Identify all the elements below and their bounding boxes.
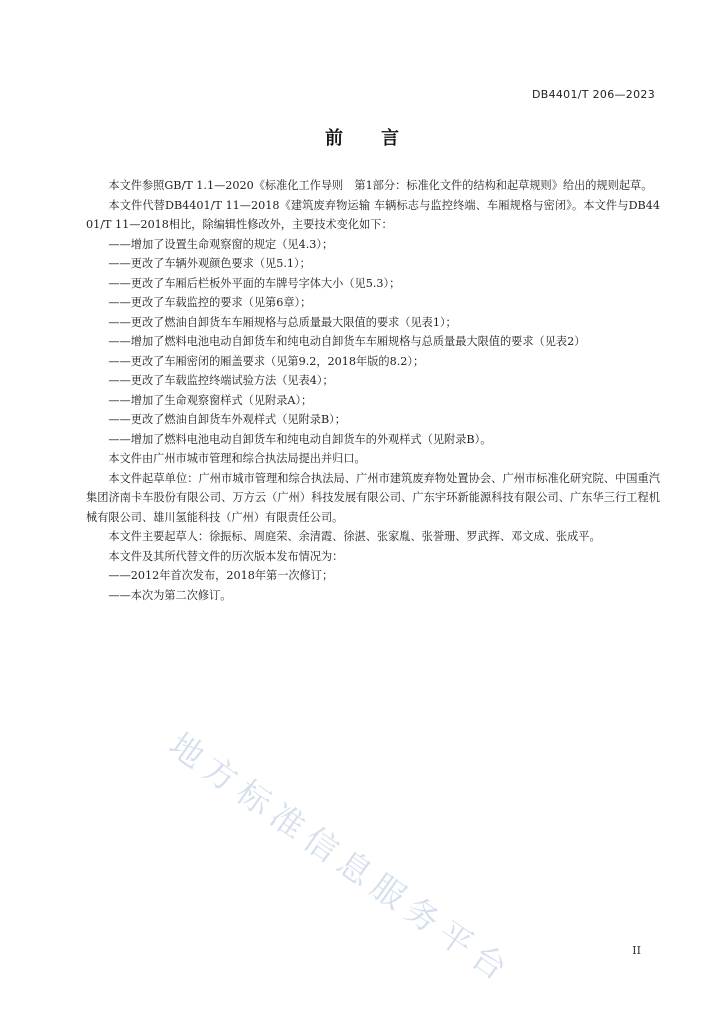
change-item: ——增加了燃料电池电动自卸货车和纯电动自卸货车的外观样式（见附录B）。 [108,432,492,446]
paragraph-replacement: 本文件代替DB4401/T 11—2018《建筑废弃物运输 车辆标志与监控终端、车厢规格与密闭》。本文件与DB4401/T 11—2018相比，除编辑性修改外，主要技术变化如下： [86,198,660,231]
change-item: ——增加了生命观察窗样式（见附录A）； [108,393,313,407]
watermark: 地方标准信息服务平台 [162,724,521,993]
change-item: ——增加了燃料电池电动自卸货车和纯电动自卸货车车厢规格与总质量最大限值的要求（见表2） [108,335,586,348]
page-title: 前言 [325,128,437,149]
change-item: ——更改了车载监控的要求（见第6章）； [108,296,312,309]
paragraph-version-history: 本文件及其所代替文件的历次版本发布情况为： [108,549,344,563]
change-item: ——更改了车厢后栏板外平面的车牌号字体大小（见5.3）； [108,276,401,290]
change-item: ——更改了燃油自卸货车外观样式（见附录B）； [108,413,346,426]
paragraph-drafting-units: 本文件起草单位：广州市城市管理和综合执法局、广州市建筑废弃物处置协会、广州市标准化研究院、中国重汽集团济南卡车股份有限公司、万方云（广州）科技发展有限公司、广东宇环新能源科技有限公司、广东华三行工程机械有限公司、雄川氢能科技（广州）有限责任公司。 [86,471,660,524]
paragraph-drafting-rules: 本文件参照GB/T 1.1—2020《标准化工作导则 第1部分：标准化文件的结构和起草规则》给出的规则起草。 [108,179,653,192]
foreword-body [86,176,660,605]
history-item: ——本次为第二次修订。 [108,588,232,602]
document-code: DB4401/T 206—2023 [531,88,655,101]
change-item: ——更改了车厢密闭的厢盖要求（见第9.2，2018年版的8.2）； [108,354,425,368]
history-item: ——2012年首次发布，2018年第一次修订； [108,569,334,582]
change-item: ——更改了车载监控终端试验方法（见表4）； [108,374,334,387]
change-item: ——增加了设置生命观察窗的规定（见4.3）； [108,237,334,251]
change-item: ——更改了燃油自卸货车车厢规格与总质量最大限值的要求（见表1）； [108,315,457,329]
paragraph-proposer: 本文件由广州市城市管理和综合执法局提出并归口。 [108,452,366,465]
page-number: II [632,944,641,957]
paragraph-drafters: 本文件主要起草人：徐振标、周庭荣、余清霞、徐湛、张家胤、张誉珊、罗武挥、邓文成、张成平。 [108,530,601,543]
change-item: ——更改了车辆外观颜色要求（见5.1）； [108,257,311,270]
